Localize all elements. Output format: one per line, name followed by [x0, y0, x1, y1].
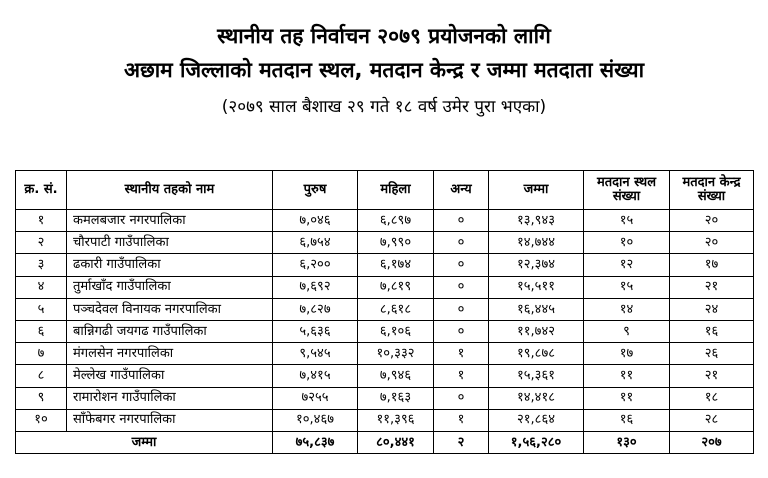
table-row [16, 254, 754, 276]
cell-places: १५ [584, 276, 670, 298]
table-row [16, 298, 754, 320]
cell-male: ६,७५४ [273, 232, 358, 254]
cell-centers: २१ [670, 276, 754, 298]
cell-total: ११,७४२ [489, 320, 584, 342]
cell-name: रामारोशन गाउँपालिका [67, 387, 273, 409]
cell-places: १५ [584, 210, 670, 232]
cell-name: ढकारी गाउँपालिका [67, 254, 273, 276]
cell-total: १५,५११ [489, 276, 584, 298]
total-centers: २०७ [670, 431, 754, 453]
cell-female: ८,६१८ [358, 298, 434, 320]
cell-centers: २६ [670, 343, 754, 365]
header-female: महिला [358, 171, 434, 210]
cell-places: १६ [584, 409, 670, 431]
header-centers: मतदान केन्द्र संख्या [670, 171, 754, 210]
cell-sn: ७ [16, 343, 67, 365]
cell-name: साँफेबगर नगरपालिका [67, 409, 273, 431]
cell-male: ६,२०० [273, 254, 358, 276]
table-row [16, 343, 754, 365]
header-male: पुरुष [273, 171, 358, 210]
cell-total: १६,४४५ [489, 298, 584, 320]
total-total: १,५६,२८० [489, 431, 584, 453]
cell-centers: २१ [670, 365, 754, 387]
cell-centers: २४ [670, 298, 754, 320]
cell-male: ७,४१५ [273, 365, 358, 387]
cell-female: ६,१०६ [358, 320, 434, 342]
cell-total: २१,८६४ [489, 409, 584, 431]
cell-places: १७ [584, 343, 670, 365]
cell-other: ० [434, 387, 489, 409]
document-title-line2: अछाम जिल्लाको मतदान स्थल, मतदान केन्द्र र जम्मा मतदाता संख्या [123, 58, 645, 82]
cell-total: १४,४१८ [489, 387, 584, 409]
cell-name: तुर्माखाँद गाउँपालिका [67, 276, 273, 298]
header-total: जम्मा [489, 171, 584, 210]
header-places: मतदान स्थल संख्या [584, 171, 670, 210]
cell-female: ७,९४६ [358, 365, 434, 387]
header-other: अन्य [434, 171, 489, 210]
cell-places: ९ [584, 320, 670, 342]
cell-centers: १७ [670, 254, 754, 276]
cell-male: ७,०४६ [273, 210, 358, 232]
cell-male: ७,६९२ [273, 276, 358, 298]
cell-total: १३,९४३ [489, 210, 584, 232]
cell-other: ० [434, 276, 489, 298]
cell-places: १० [584, 232, 670, 254]
cell-centers: १६ [670, 320, 754, 342]
cell-name: कमलबजार नगरपालिका [67, 210, 273, 232]
cell-name: चौरपाटी गाउँपालिका [67, 232, 273, 254]
cell-other: १ [434, 365, 489, 387]
cell-male: ७,८२७ [273, 298, 358, 320]
cell-sn: १ [16, 210, 67, 232]
cell-other: ० [434, 320, 489, 342]
cell-centers: २० [670, 210, 754, 232]
total-places: १३० [584, 431, 670, 453]
cell-total: १५,३६१ [489, 365, 584, 387]
total-male: ७५,८३७ [273, 431, 358, 453]
cell-male: ९,५४५ [273, 343, 358, 365]
cell-sn: ४ [16, 276, 67, 298]
cell-female: ७,८१९ [358, 276, 434, 298]
cell-sn: ६ [16, 320, 67, 342]
cell-male: ७२५५ [273, 387, 358, 409]
table-header-row [16, 171, 754, 210]
cell-centers: २० [670, 232, 754, 254]
cell-places: १२ [584, 254, 670, 276]
document-title: स्थानीय तह निर्वाचन २०७९ प्रयोजनको लागि [217, 24, 551, 48]
cell-female: ११,३९६ [358, 409, 434, 431]
cell-female: ७,१६३ [358, 387, 434, 409]
cell-other: ० [434, 232, 489, 254]
cell-name: पञ्चदेवल विनायक नगरपालिका [67, 298, 273, 320]
cell-male: ५,६३६ [273, 320, 358, 342]
cell-places: १४ [584, 298, 670, 320]
cell-sn: ५ [16, 298, 67, 320]
cell-total: १९,८७८ [489, 343, 584, 365]
cell-total: १४,७४४ [489, 232, 584, 254]
total-other: २ [434, 431, 489, 453]
cell-sn: ८ [16, 365, 67, 387]
table-row [16, 276, 754, 298]
cell-sn: १० [16, 409, 67, 431]
cell-name: मंगलसेन नगरपालिका [67, 343, 273, 365]
cell-total: १२,३७४ [489, 254, 584, 276]
document-subtitle: (२०७९ साल बैशाख २९ गते १८ वर्ष उमेर पुरा भएका) [221, 97, 547, 117]
header-sn: क्र. सं. [16, 171, 67, 210]
header-name: स्थानीय तहको नाम [67, 171, 273, 210]
cell-female: १०,३३२ [358, 343, 434, 365]
cell-female: ७,९९० [358, 232, 434, 254]
cell-other: १ [434, 343, 489, 365]
cell-male: १०,४६७ [273, 409, 358, 431]
table-row [16, 210, 754, 232]
table-row [16, 320, 754, 342]
cell-places: ११ [584, 387, 670, 409]
cell-places: ११ [584, 365, 670, 387]
table-row [16, 387, 754, 409]
cell-centers: १८ [670, 387, 754, 409]
cell-centers: २८ [670, 409, 754, 431]
total-female: ८०,४४१ [358, 431, 434, 453]
cell-female: ६,८९७ [358, 210, 434, 232]
total-label: जम्मा [16, 431, 273, 453]
cell-sn: ९ [16, 387, 67, 409]
voter-table [15, 170, 754, 454]
table-row [16, 232, 754, 254]
cell-name: बान्निगढी जयगढ गाउँपालिका [67, 320, 273, 342]
cell-other: ० [434, 298, 489, 320]
cell-other: ० [434, 254, 489, 276]
cell-sn: २ [16, 232, 67, 254]
cell-sn: ३ [16, 254, 67, 276]
table-row [16, 365, 754, 387]
table-total-row [16, 431, 754, 453]
cell-female: ६,१७४ [358, 254, 434, 276]
table-row [16, 409, 754, 431]
cell-other: ० [434, 210, 489, 232]
cell-name: मेल्लेख गाउँपालिका [67, 365, 273, 387]
cell-other: १ [434, 409, 489, 431]
